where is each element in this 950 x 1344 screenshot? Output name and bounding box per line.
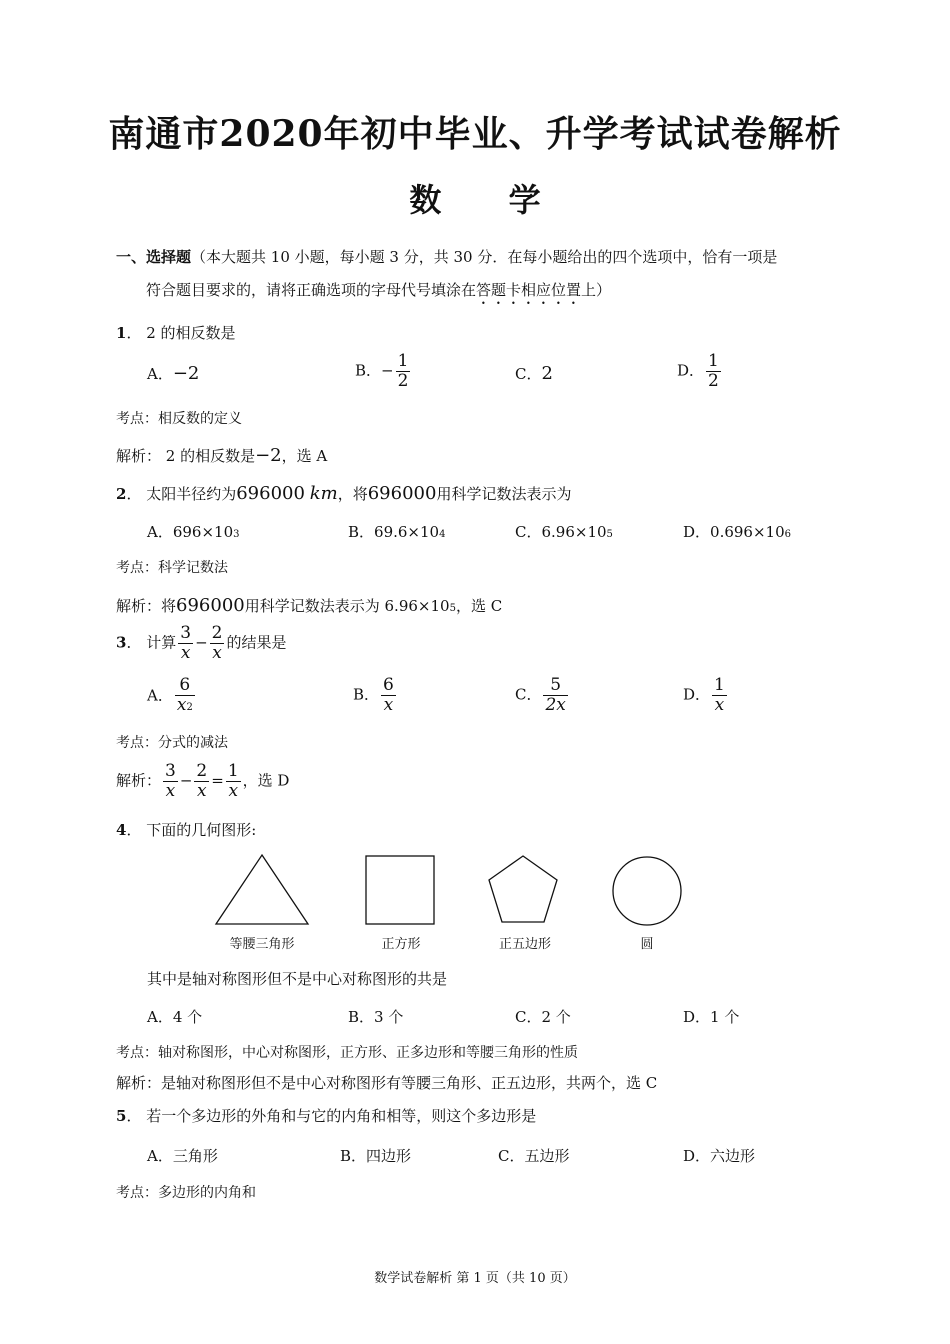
q1-option-b [355, 352, 412, 391]
q2-text-b: ，将 [337, 485, 368, 503]
q3-option-b-label: B． [353, 685, 380, 704]
section-desc2-dotted: 答题卡相应位置 [476, 281, 582, 299]
shape-label-pentagon: 正五边形 [498, 937, 551, 952]
q3-minus: − [195, 633, 208, 652]
q1-text: 2 的相反数是 [146, 324, 236, 342]
q4-number: 4 [116, 821, 127, 839]
q1-option-c [515, 364, 553, 384]
q3-option-d-label: D． [683, 685, 711, 704]
q3-jiexi-frac1-den: x [165, 781, 176, 801]
circle-shape [613, 857, 681, 925]
q2-jiexi-value: 696000 [176, 595, 245, 616]
q4-option-a: A．4 个 [147, 1008, 203, 1026]
q1-option-d-numerator: 1 [708, 351, 719, 371]
section-intro-line1 [116, 247, 777, 267]
q1-jiexi-value: −2 [255, 445, 282, 466]
q3-text-a: 计算 [146, 633, 177, 652]
q1-number: 1 [116, 324, 127, 342]
q3-option-c-den: 2x [545, 695, 566, 715]
q1-option-d-denominator: 2 [708, 371, 719, 391]
q3-frac1-num: 3 [180, 623, 192, 643]
section-intro-line2 [146, 280, 611, 308]
shape-label-triangle: 等腰三角形 [229, 937, 295, 952]
q3-jiexi-result-den: x [228, 781, 239, 801]
q2-option-c [515, 522, 613, 545]
section-label: 一、选择题 [116, 248, 192, 266]
q1-option-a [147, 364, 199, 384]
shape-label-circle: 圆 [640, 937, 654, 952]
q1-option-c-label: C． [515, 365, 542, 383]
q1-option-b-label: B． [355, 361, 382, 380]
q1-option-b-numerator: 1 [397, 351, 409, 371]
q3-jiexi-frac1-num: 3 [165, 761, 176, 781]
q4-option-b: B．3 个 [348, 1008, 404, 1026]
q2-option-d-text: D．0.696×10 [683, 523, 785, 541]
page-footer: 数学试卷解析 第 1 页（共 10 页） [374, 1271, 576, 1286]
regular-pentagon-shape [489, 856, 557, 922]
q1-option-b-sign: − [381, 361, 394, 380]
q1-jiexi-pre: 解析： 2 的相反数是 [116, 447, 256, 465]
section-desc2-post: 上） [581, 281, 612, 299]
q3-stem: 3． 计算 $\frac{3}{x}$ − $\frac{2}{x}$ 的结果是 [116, 623, 287, 663]
q4-option-c: C．2 个 [515, 1008, 571, 1026]
q2-unit: km [309, 483, 338, 504]
q2-option-a-exp: 3 [233, 529, 240, 540]
q1-jiexi-post: ，选 A [281, 447, 328, 465]
q5-option-d: D．六边形 [683, 1147, 756, 1165]
q2-jiexi [116, 596, 502, 619]
q1-kaodian: 考点：相反数的定义 [116, 411, 242, 427]
section-desc2-pre: 符合题目要求的，请将正确选项的字母代号填涂在 [146, 281, 477, 299]
q4-jiexi: 解析：是轴对称图形但不是中心对称图形有等腰三角形、正五边形，共两个，选 C [116, 1074, 658, 1092]
q5-stem: 5． 若一个多边形的外角和与它的内角和相等，则这个多边形是 [116, 1107, 537, 1125]
section-desc1: （本大题共 10 小题，每小题 3 分，共 30 分．在每小题给出的四个选项中，恰有一项是 [191, 248, 778, 266]
q3-number: 3 [116, 633, 127, 652]
q3-text-b: 的结果是 [226, 633, 287, 652]
q5-option-a: A．三角形 [147, 1147, 218, 1165]
q3-option-b [353, 676, 398, 715]
q3-option-a-label: A． [147, 686, 173, 705]
q4-shapes [210, 850, 700, 932]
q1-option-d-label: D． [677, 361, 705, 380]
q3-option-d-num: 1 [714, 675, 725, 695]
q2-option-b [348, 522, 445, 545]
q3-option-b-num: 6 [383, 675, 394, 695]
q3-jiexi-result-num: 1 [227, 761, 239, 781]
square-shape [366, 856, 434, 924]
q5-number: 5 [116, 1107, 127, 1125]
q2-option-c-text: C．6.96×10 [515, 523, 607, 541]
q3-frac1-den: x [180, 643, 191, 663]
q3-jiexi-frac2-den: x [197, 781, 207, 801]
q2-jiexi-b: 用科学记数法表示为 6.96×10 [244, 597, 450, 615]
q1-option-c-value: 2 [541, 363, 553, 384]
q1-option-d [677, 352, 723, 391]
q2-kaodian: 考点：科学记数法 [116, 560, 228, 576]
q1-jiexi [116, 446, 327, 466]
q4-question: 其中是轴对称图形但不是中心对称图形的共是 [147, 970, 448, 988]
q5-kaodian: 考点：多边形的内角和 [116, 1185, 256, 1201]
q3-option-a-num: 6 [175, 676, 195, 696]
q2-jiexi-c: ，选 C [455, 597, 503, 615]
q2-option-c-exp: 5 [606, 529, 613, 540]
q2-text-c: 用科学记数法表示为 [436, 485, 572, 503]
q2-option-d-exp: 6 [784, 529, 791, 540]
q3-jiexi-equals: = [211, 771, 224, 790]
q4-text: 下面的几何图形: [146, 821, 257, 839]
subject-title: 数 学 [409, 181, 569, 219]
q4-option-d: D．1 个 [683, 1008, 740, 1026]
q3-frac2-num: 2 [211, 623, 223, 643]
q2-option-d [683, 522, 791, 545]
q3-jiexi-minus: − [179, 771, 193, 790]
q5-text: 若一个多边形的外角和与它的内角和相等，则这个多边形是 [146, 1107, 537, 1125]
q4-kaodian: 考点：轴对称图形，中心对称图形，正方形、正多边形和等腰三角形的性质 [116, 1045, 578, 1061]
q3-frac2-den: x [212, 643, 222, 663]
q2-value: 696000 [236, 483, 305, 504]
shape-label-square: 正方形 [381, 937, 421, 952]
q2-jiexi-a: 解析：将 [116, 597, 177, 615]
q3-option-c-num: 5 [543, 676, 567, 696]
q2-value2: 696000 [367, 483, 437, 504]
q2-option-a [147, 522, 240, 545]
q2-text-a: 太阳半径约为 [146, 485, 237, 503]
q3-kaodian: 考点：分式的减法 [116, 735, 228, 751]
q3-option-b-den: x [383, 695, 394, 715]
q4-stem: 4． 下面的几何图形: [116, 821, 257, 839]
q2-jiexi-exp: 5 [449, 603, 456, 614]
q2-option-a-text: A．696×10 [147, 523, 234, 541]
q2-option-b-exp: 4 [439, 529, 446, 540]
q1-option-a-value: −2 [172, 363, 200, 384]
q5-option-b: B．四边形 [340, 1147, 412, 1165]
q3-jiexi-post: ，选 D [242, 771, 290, 790]
isosceles-triangle-shape [216, 855, 308, 924]
q5-option-c: C．五边形 [498, 1147, 570, 1165]
q2-stem: 2． 太阳半径约为696000 km，将696000用科学记数法表示为 [116, 483, 572, 504]
q3-option-c [515, 676, 570, 715]
q3-option-a-den: x [176, 695, 187, 715]
page-title: 南通市2020年初中毕业、升学考试试卷解析 [108, 113, 842, 155]
q3-option-a-exp: 2 [186, 702, 193, 713]
q3-option-c-label: C． [515, 685, 542, 704]
q3-jiexi-frac2-num: 2 [196, 761, 208, 781]
q1-option-a-label: A． [147, 365, 173, 383]
q3-jiexi [116, 762, 289, 801]
q1-option-b-denominator: 2 [397, 371, 409, 391]
q3-jiexi-label: 解析： [116, 771, 162, 790]
q3-option-d [683, 676, 729, 715]
q1-stem: 1． 2 的相反数是 [116, 324, 236, 342]
q2-option-b-text: B．69.6×10 [348, 523, 440, 541]
q3-option-d-den: x [714, 695, 725, 715]
q3-option-a [147, 676, 197, 717]
q2-number: 2 [116, 485, 127, 503]
